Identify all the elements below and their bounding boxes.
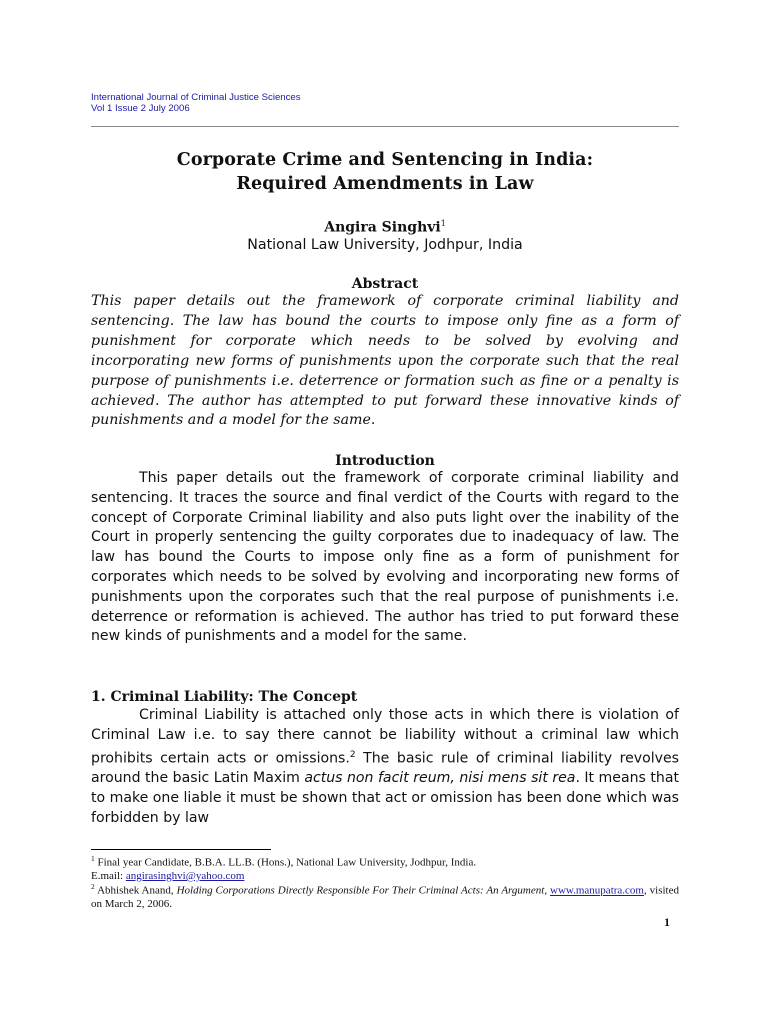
title-line-2: Required Amendments in Law bbox=[236, 174, 534, 194]
footnote-divider bbox=[91, 849, 271, 850]
footnote-2-author: Abhishek Anand, bbox=[94, 884, 177, 897]
footnote-2-sep: , bbox=[544, 884, 550, 897]
introduction-text: This paper details out the framework of corporate criminal liability and sentencing. It traces the source and final verdict of the Courts with regard to the concept of Corporate Criminal liability and also puts light over the inability of the Court in properly sentencing the guilty corporates due to inadequacy of law. The law has bound the Courts to impose only fine as a form of punishment for corporates which needs to be solved by evolving and incorporating new forms of punishments upon the corporates such that the real purpose of punishments i.e. deterrence or reformation is achieved. The author has tried to put forward these new kinds of punishments and a model for the same. bbox=[91, 470, 679, 645]
section-1-part-2: The basic rule of criminal liability revolves around the basic Latin Maxim bbox=[91, 750, 679, 787]
footnote-1-mark: 1 bbox=[91, 854, 95, 863]
footnote-ref-2[interactable]: 2 bbox=[349, 749, 356, 760]
author-affiliation: National Law University, Jodhpur, India bbox=[247, 237, 523, 253]
latin-maxim: actus non facit reum, nisi mens sit rea bbox=[304, 770, 576, 787]
author-name-text: Angira Singhvi bbox=[324, 219, 441, 236]
footnote-2 bbox=[91, 880, 679, 911]
section-1-part-1: Criminal Liability is attached only those acts in which there is violation of Criminal Law i.e. to say there cannot be liability without a criminal law which prohibits certain acts or omissions. bbox=[91, 707, 679, 767]
header-divider bbox=[91, 126, 679, 127]
footnote-1-email-label: E.mail: bbox=[91, 869, 126, 882]
footnote-1-text: Final year Candidate, B.B.A. LL.B. (Hons.), National Law University, Jodhpur, India. bbox=[94, 856, 477, 869]
title-line-1: Corporate Crime and Sentencing in India: bbox=[176, 150, 594, 170]
page-number: 1 bbox=[664, 915, 670, 929]
email-link[interactable]: angirasinghvi@yahoo.com bbox=[125, 869, 245, 882]
introduction-heading: Introduction bbox=[335, 453, 435, 469]
journal-name: International Journal of Criminal Justice Sciences bbox=[91, 92, 301, 103]
footnote-2-title: Holding Corporations Directly Responsible For Their Criminal Acts: An Argument bbox=[176, 884, 545, 897]
section-1-heading: 1. Criminal Liability: The Concept bbox=[91, 689, 358, 705]
section-1-text bbox=[91, 706, 679, 828]
paper-title bbox=[91, 148, 679, 196]
author-name bbox=[91, 215, 679, 237]
journal-header bbox=[91, 92, 301, 114]
abstract-heading: Abstract bbox=[351, 276, 419, 292]
section-1-part-3: . It means that to make one liable it must be shown that act or omission has been done which was forbidden by law bbox=[91, 770, 679, 826]
journal-issue: Vol 1 Issue 2 July 2006 bbox=[91, 103, 190, 114]
author-footnote-mark[interactable]: 1 bbox=[440, 219, 446, 228]
abstract-text: This paper details out the framework of corporate criminal liability and sentencing. The law has bound the courts to impose only fine as a form of punishment for corporate which needs to be solved by evolving and incorporating new forms of punishments upon the corporate such that the real purpose of punishments i.e. deterrence or formation such as fine or a penalty is achieved. The author has attempted to put forward these innovative kinds of punishments and a model for the same. bbox=[91, 293, 679, 429]
footnote-2-mark: 2 bbox=[91, 882, 95, 891]
footnote-1 bbox=[91, 852, 679, 883]
footnote-2-visited: , visited on March 2, 2006. bbox=[91, 884, 679, 910]
manupatra-link[interactable]: www.manupatra.com bbox=[550, 884, 644, 897]
